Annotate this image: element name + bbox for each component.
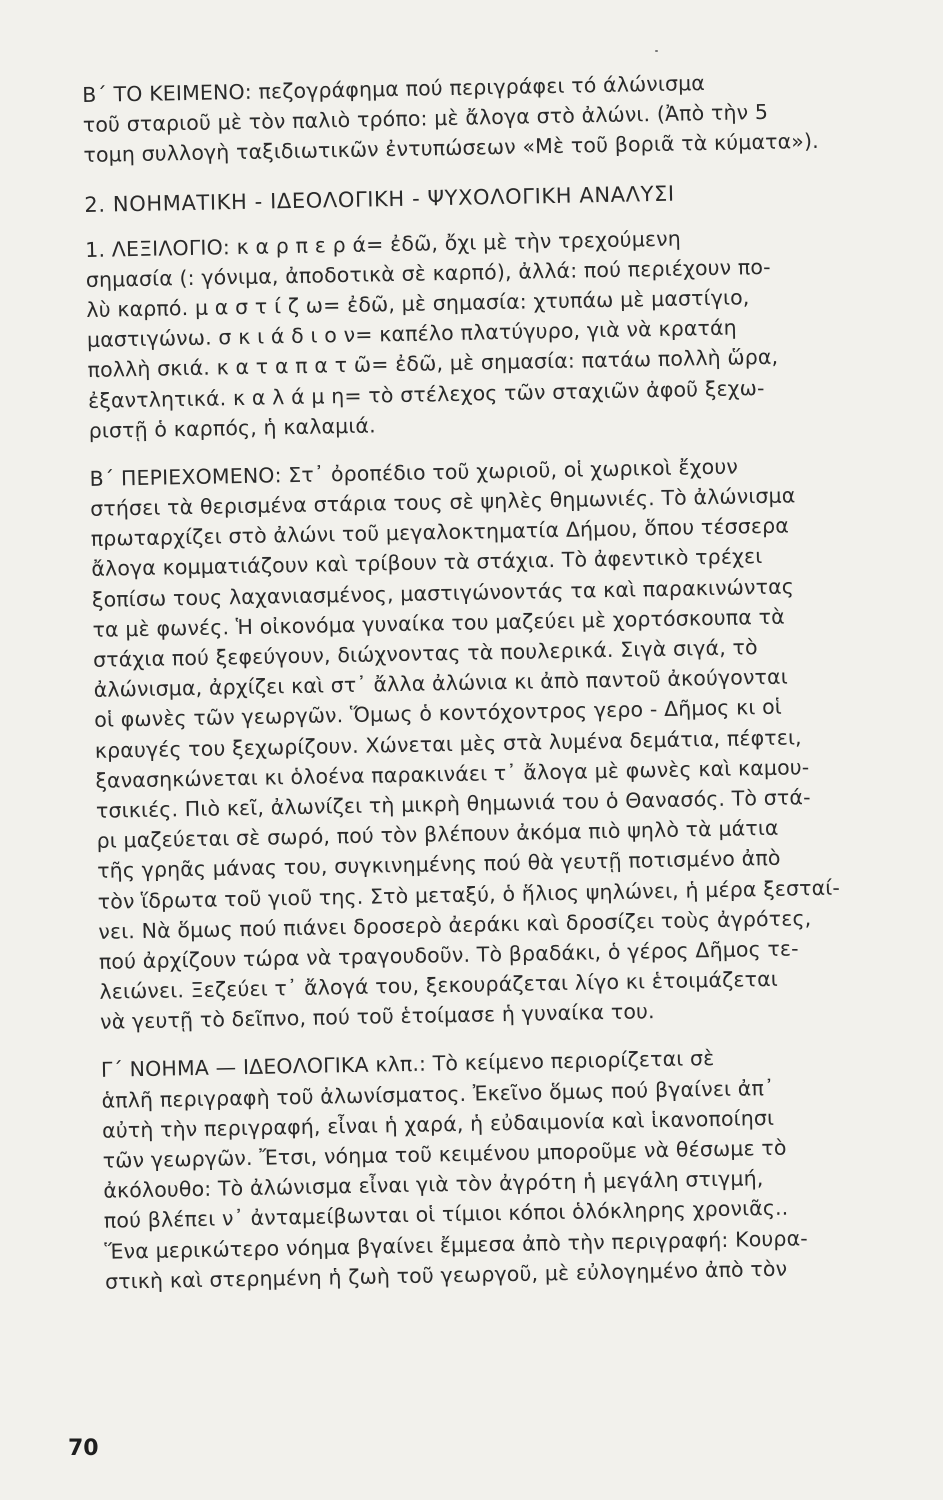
text-line: 1. ΛΕΞΙΛΟΓΙΟ: κ α ρ π ε ρ ά= ἐδῶ, ὄχι μὲ τὴν τρεχούμενη xyxy=(85,226,682,262)
section-text-intro xyxy=(82,64,904,170)
text-line: πρωταρχίζει στὸ ἀλώνι τοῦ μεγαλοκτηματία Δήμου, ὅπου τέσσερα xyxy=(90,513,790,552)
meaning-section xyxy=(101,1040,925,1297)
text-line: ρι μαζεύεται σὲ σωρό, πού τὸν βλέπουν ἀκόμα πιὸ ψηλὸ τὰ μάτια xyxy=(96,815,779,853)
text-line: τσικιές. Πιὸ κεῖ, ἀλωνίζει τὴ μικρὴ θημωνιά του ὁ Θανασός. Τὸ στά- xyxy=(95,785,811,823)
text-line: Β΄ ΠΕΡΙΕΧΟΜΕΝΟ: Στ᾽ ὀροπέδιο τοῦ χωριοῦ, οἱ χωρικοὶ ἔχουν xyxy=(89,454,739,491)
text-line: τῶν γεωργῶν. Ἔτσι, νόημα τοῦ κειμένου μποροῦμε νὰ θέσωμε τὸ xyxy=(102,1135,787,1173)
text-line: Γ΄ ΝΟΗΜΑ — ΙΔΕΟΛΟΓΙΚΑ κλπ.: Τὸ κείμενο περιορίζεται σὲ xyxy=(100,1046,715,1083)
text-line: τὸν ἵδρωτα τοῦ γιοῦ της. Στὸ μεταξύ, ὁ ἥλιος ψηλώνει, ἡ μέρα ξεσταί- xyxy=(97,875,841,914)
text-line: λὺ καρπό. μ α σ τ ί ζ ω= ἐδῶ, μὲ σημασία: χτυπάω μὲ μαστίγιο, xyxy=(86,285,750,322)
text-line: τῆς γρηᾶς μάνας του, συγκινημένης πού θὰ γευτῇ ποτισμένο ἀπὸ xyxy=(96,846,781,884)
text-line: ἁπλῆ περιγραφὴ τοῦ ἀλωνίσματος. Ἐκεῖνο ὅμως πού βγαίνει ἀπ᾽ xyxy=(101,1075,775,1113)
text-line: στήσει τὰ θερισμένα στάρια τους σὲ ψηλὲς θημωνιές. Τὸ ἀλώνισμα xyxy=(90,483,796,521)
text-line: ἄλογα κομματιάζουν καὶ τρίβουν τὰ στάχια. Τὸ ἀφεντικὸ τρέχει xyxy=(91,544,763,582)
text-line: οἱ φωνὲς τῶν γεωργῶν. Ὅμως ὁ κοντόχοντρος γερο - Δῆμος κι οἱ xyxy=(94,695,783,733)
text-line: στάχια πού ξεφεύγουν, διώχνοντας τὰ πουλερικά. Σιγὰ σιγά, τὸ xyxy=(92,635,758,672)
text-line: πολλὴ σκιά. κ α τ α π α τ ῶ= ἐδῶ, μὲ σημασία: πατάω πολλὴ ὥρα, xyxy=(87,345,779,383)
text-line: ξοπίσω τους λαχανιασμένος, μαστιγώνοντάς τα καὶ παρακινώντας xyxy=(91,574,795,612)
text-line: μαστιγώνω. σ κ ι ά δ ι ο ν= καπέλο πλατύγυρο, γιὰ νὰ κρατάη xyxy=(86,315,738,353)
page-number: 70 xyxy=(68,1436,99,1461)
text-line: τομη συλλογὴ ταξιδιωτικῶν ἐντυπώσεων «Μὲ τοῦ βοριᾶ τὰ κύματα»). xyxy=(83,129,820,168)
text-line: πού ἀρχίζουν τώρα νὰ τραγουδοῦν. Τὸ βραδάκι, ὁ γέρος Δῆμος τε- xyxy=(98,936,799,974)
text-line: ἐξαντλητικά. κ α λ ά μ η= τὸ στέλεχος τῶν σταχιῶν ἀφοῦ ξεχω- xyxy=(87,375,765,413)
text-line: σημασία (: γόνιμα, ἀποδοτικὰ σὲ καρπό), ἀλλά: πού περιέχουν πο- xyxy=(85,254,771,292)
paper-speck xyxy=(655,50,658,52)
text-line: κραυγές του ξεχωρίζουν. Χώνεται μὲς στὰ λυμένα δεμάτια, πέφτει, xyxy=(94,724,802,763)
content-summary-section xyxy=(89,448,920,1037)
text-line: πού βλέπει ν᾽ ἀνταμείβωνται οἱ τίμιοι κόποι ὁλόκληρης χρονιᾶς.. xyxy=(103,1196,789,1234)
text-line: Ἕνα μερικώτερο νόημα βγαίνει ἔμμεσα ἀπὸ τὴν περιγραφή: Κουρα- xyxy=(104,1225,808,1264)
text-line: Β΄ ΤΟ ΚΕΙΜΕΝΟ: πεζογράφημα πού περιγράφει τό άλώνισμα xyxy=(82,71,706,107)
page-content xyxy=(82,64,925,1296)
section-heading: 2. ΝΟΗΜΑΤΙΚΗ - ΙΔΕΟΛΟΓΙΚΗ - ΨΥΧΟΛΟΓΙΚΗ ΑΝΑΛΥΣΙ xyxy=(84,181,675,217)
text-line: ἀκόλουθο: Τὸ ἀλώνισμα εἶναι γιὰ τὸν ἀγρότη ἡ μεγάλη στιγμή, xyxy=(103,1166,764,1203)
text-line: ριστῇ ὁ καρπός, ἡ καλαμιά. xyxy=(88,413,376,443)
text-line: ξανασηκώνεται κι ὁλοένα παρακινάει τ᾽ ἄλογα μὲ φωνὲς καὶ καμου- xyxy=(95,754,810,793)
text-line: νει. Νὰ ὅμως πού πιάνει δροσερὸ ἀεράκι καὶ δροσίζει τοὺς ἀγρότες, xyxy=(98,905,812,944)
text-line: αὐτὴ τὴν περιγραφή, εἶναι ἡ χαρά, ἡ εὐδαιμονία καὶ ἱκανοποίησι xyxy=(101,1105,775,1143)
text-line: λειώνει. Ξεζεύει τ᾽ ἄλογά του, ξεκουράζεται λίγο κι ἑτοιμάζεται xyxy=(99,966,779,1004)
text-line: στικὴ καὶ στερημένη ἡ ζωὴ τοῦ γεωργοῦ, μὲ εὐλογημένο ἀπὸ τὸν xyxy=(104,1256,788,1294)
text-line: τοῦ σταριοῦ μὲ τὸν παλιὸ τρόπο: μὲ ἄλογα στὸ ἀλώνι. (Ἀπὸ τὴν 5 xyxy=(82,100,769,138)
glossary-section xyxy=(85,219,909,446)
text-line: τα μὲ φωνές. Ἡ οἰκονόμα γυναίκα του μαζεύει μὲ χορτόσκουπα τὰ xyxy=(92,604,786,642)
text-line: ἀλώνισμα, ἀρχίζει καὶ στ᾽ ἄλλα ἀλώνια κι ἀπὸ παντοῦ ἀκούγονται xyxy=(93,664,789,703)
text-line: νὰ γευτῇ τὸ δεῖπνο, πού τοῦ ἑτοίμασε ἡ γυναίκα του. xyxy=(99,999,655,1035)
